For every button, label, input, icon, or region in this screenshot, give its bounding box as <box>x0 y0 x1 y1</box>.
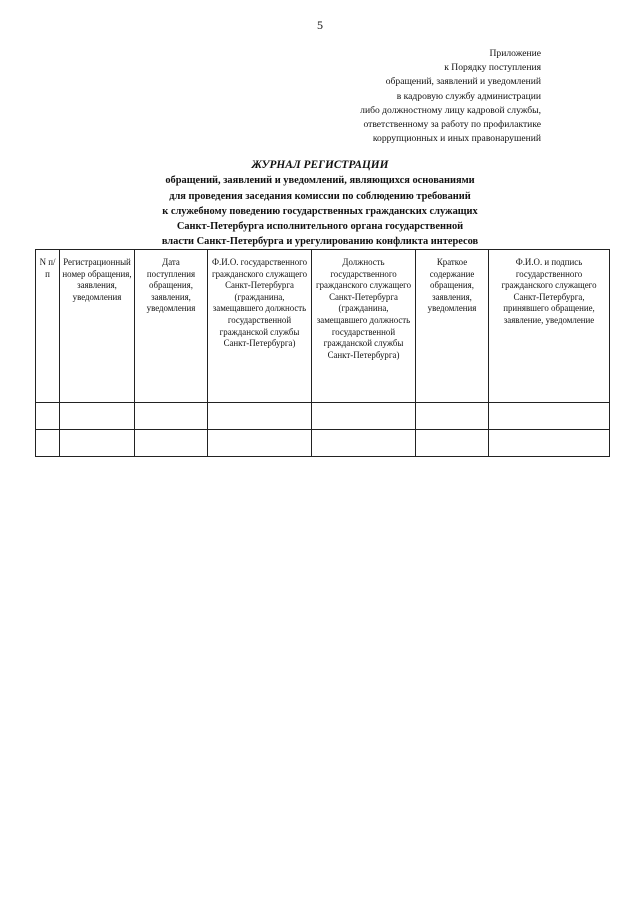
appendix-line: к Порядку поступления <box>444 62 541 74</box>
journal-title: ЖУРНАЛ РЕГИСТРАЦИИ <box>251 159 389 171</box>
column-header-receipt-date: Дата поступления обращения, заявления, уведомления <box>135 250 208 403</box>
table-cell <box>489 430 610 457</box>
appendix-line: ответственному за работу по профилактике <box>363 119 541 131</box>
page-number: 5 <box>317 18 323 32</box>
table-cell <box>208 430 312 457</box>
column-header-number: N п/п <box>36 250 60 403</box>
table-cell <box>135 430 208 457</box>
journal-heading <box>0 158 640 250</box>
appendix-line: либо должностному лицу кадровой службы, <box>360 104 541 116</box>
table-row <box>36 403 610 430</box>
table-cell <box>60 430 135 457</box>
journal-subtitle-line: обращений, заявлений и уведомлений, являющихся основаниями <box>165 175 475 187</box>
table-cell <box>312 430 416 457</box>
table-cell <box>135 403 208 430</box>
journal-subtitle-line: Санкт-Петербурга исполнительного органа государственной <box>176 221 464 233</box>
table-cell <box>36 403 60 430</box>
registration-table <box>35 249 610 457</box>
table-cell <box>489 403 610 430</box>
table-cell <box>36 430 60 457</box>
column-header-receiver-signature: Ф.И.О. и подпись государственного гражданского служащего Санкт-Петербурга, принявшего обращение, заявление, уведомление <box>489 250 610 403</box>
table-header-row <box>36 250 610 403</box>
column-header-employee-position: Должность государственного гражданского служащего Санкт-Петербурга (гражданина, замещавшего должность государственной гражданской службы Санкт-Петербурга) <box>312 250 416 403</box>
table-cell <box>60 403 135 430</box>
appendix-line: коррупционных и иных правонарушений <box>372 133 541 145</box>
appendix-line: Приложение <box>489 48 541 59</box>
column-header-employee-name: Ф.И.О. государственного гражданского служащего Санкт-Петербурга (гражданина, замещавшего должность государственной гражданской службы Санкт-Петербурга) <box>208 250 312 403</box>
table-cell <box>416 403 489 430</box>
appendix-line: в кадровую службу администрации <box>396 90 541 102</box>
table-cell <box>208 403 312 430</box>
journal-subtitle-line: для проведения заседания комиссии по соблюдению требований <box>169 190 471 202</box>
appendix-line: обращений, заявлений и уведомлений <box>385 76 541 88</box>
column-header-registration-number: Регистрационный номер обращения, заявления, уведомления <box>60 250 135 403</box>
table-row <box>36 430 610 457</box>
column-header-summary: Краткое содержание обращения, заявления, уведомления <box>416 250 489 403</box>
table-cell <box>416 430 489 457</box>
journal-subtitle-line: власти Санкт-Петербурга и урегулированию конфликта интересов <box>161 236 479 248</box>
journal-subtitle-line: к служебному поведению государственных гражданских служащих <box>162 205 478 217</box>
table-cell <box>312 403 416 430</box>
appendix-note <box>360 47 541 146</box>
